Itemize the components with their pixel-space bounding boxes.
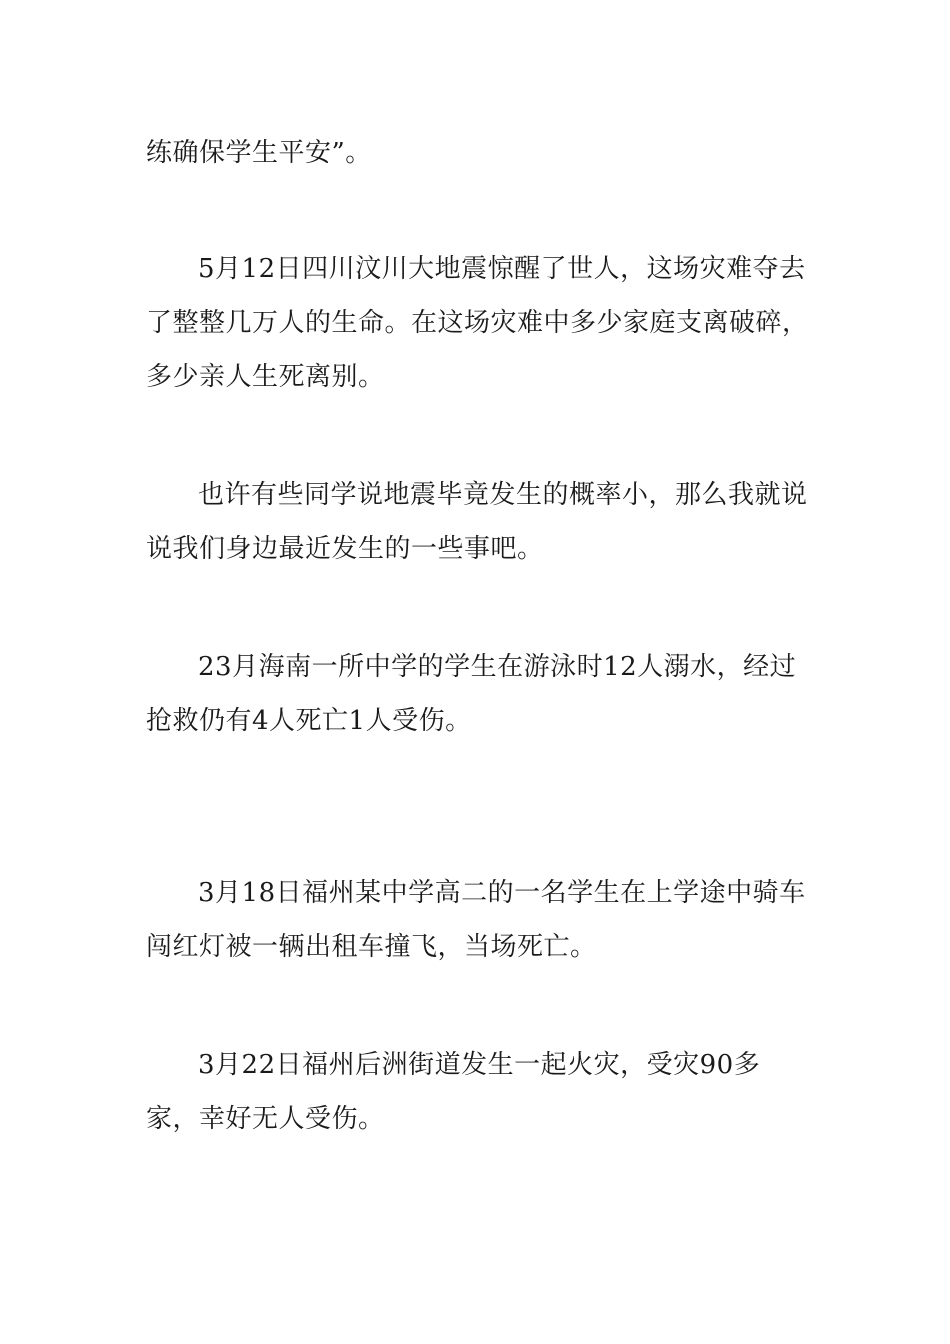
paragraph-fuzhou-fire: 3月22日福州后洲街道发生一起火灾，受灾90多家，幸好无人受伤。 (146, 1050, 761, 1134)
paragraph-continuation: 练确保学生平安”。 (146, 138, 372, 168)
paragraph-wenchuan-earthquake: 5月12日四川汶川大地震惊醒了世人，这场灾难夺去了整整几万人的生命。在这场灾难中多少家庭支离破碎，多少亲人生死离别。 (146, 254, 809, 392)
paragraph-hainan-drowning: 23月海南一所中学的学生在游泳时12人溺水，经过抢救仍有4人死亡1人受伤。 (146, 652, 797, 736)
paragraph-fuzhou-traffic-accident: 3月18日福州某中学高二的一名学生在上学途中骑车闯红灯被一辆出租车撞飞，当场死亡。 (146, 878, 806, 962)
paragraph-earthquake-probability: 也许有些同学说地震毕竟发生的概率小，那么我就说说我们身边最近发生的一些事吧。 (146, 480, 808, 564)
